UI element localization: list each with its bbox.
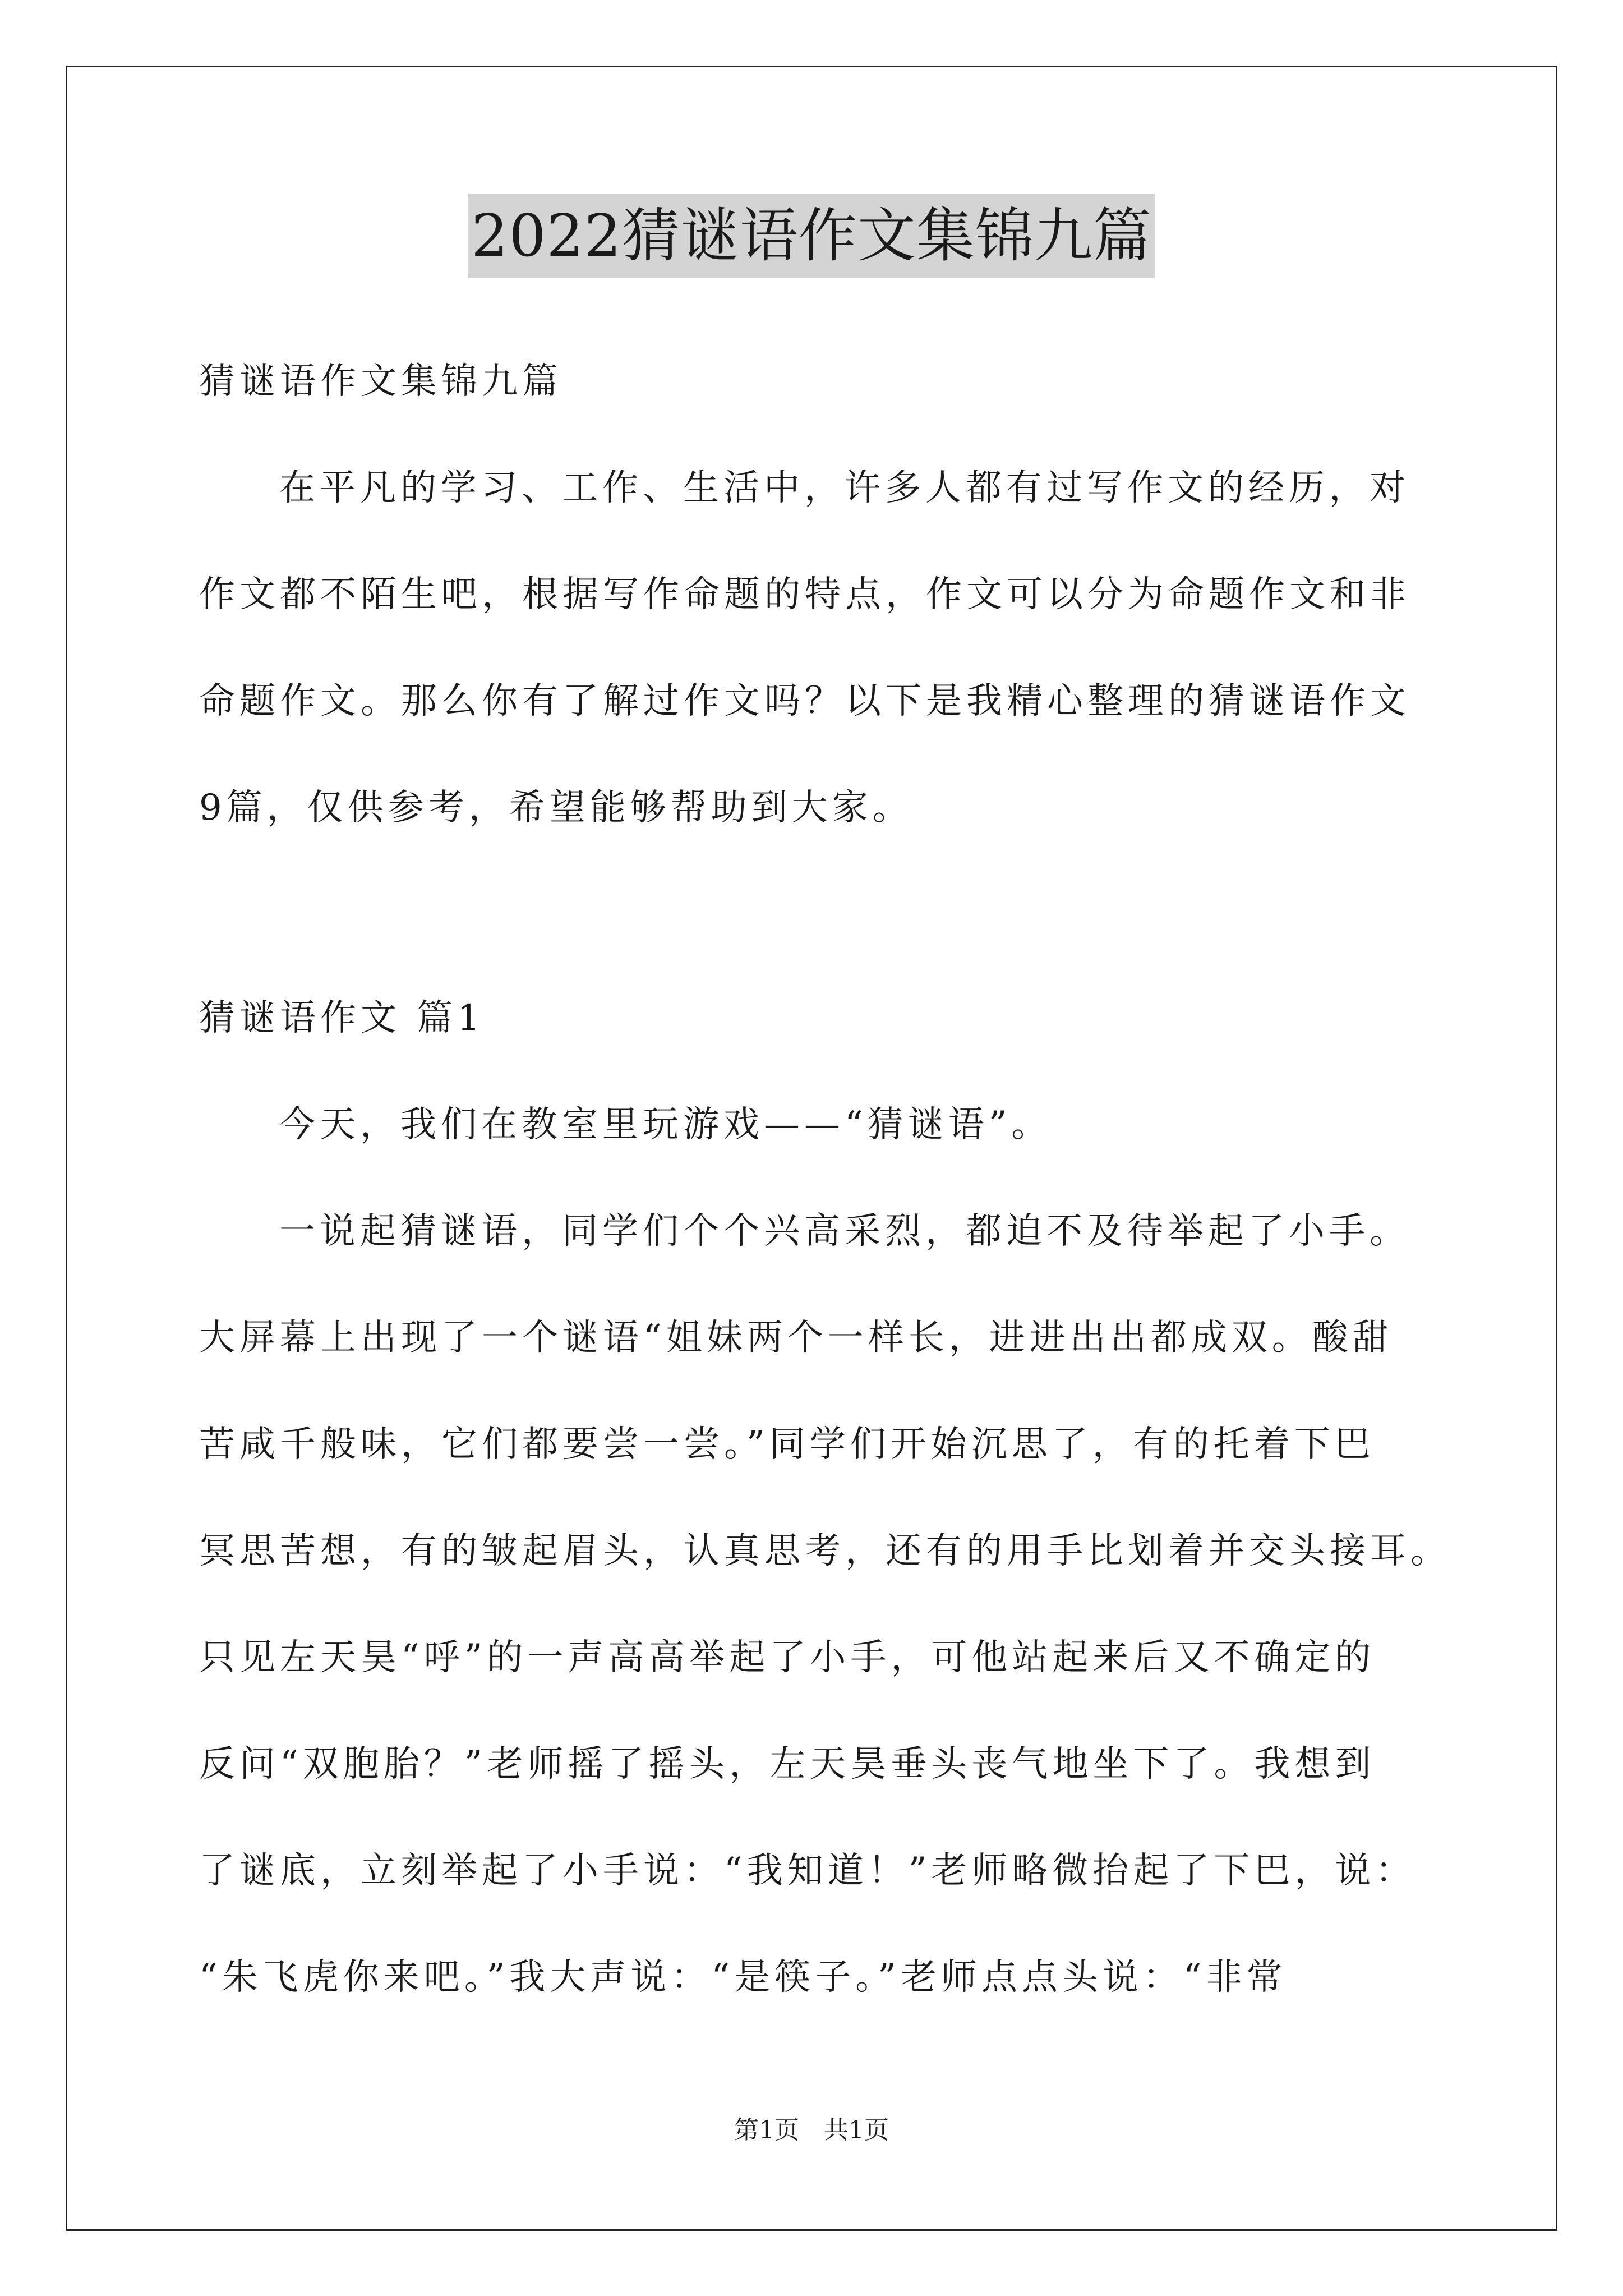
intro-line: 9篇，仅供参考，希望能够帮助到大家。 (199, 787, 913, 829)
body-line: “朱飞虎你来吧。”我大声说：“是筷子。”老师点点头说：“非常 (199, 1957, 1287, 1998)
body-line: 苦咸千般味，它们都要尝一尝。”同学们开始沉思了，有的托着下巴 (199, 1424, 1375, 1465)
body-line: 只见左天昊“呼”的一声高高举起了小手，可他站起来后又不确定的 (199, 1637, 1376, 1678)
section-heading: 猜谜语作文 篇1 (199, 997, 485, 1039)
body-line: 一说起猜谜语，同学们个个兴高采烈，都迫不及待举起了小手。 (279, 1211, 1410, 1252)
page-footer: 第1页 共1页 (734, 2116, 889, 2145)
intro-line: 在平凡的学习、工作、生活中，许多人都有过写作文的经历，对 (279, 467, 1410, 509)
body-line: 今天，我们在教室里玩游戏——“猜谜语”。 (279, 1104, 1052, 1145)
intro-line: 作文都不陌生吧，根据写作命题的特点，作文可以分为命题作文和非 (199, 574, 1410, 615)
body-line: 冥思苦想，有的皱起眉头，认真思考，还有的用手比划着并交头接耳。 (199, 1530, 1451, 1572)
document-title: 2022猜谜语作文集锦九篇 (468, 194, 1155, 278)
body-line: 反问“双胞胎？”老师摇了摇头，左天昊垂头丧气地坐下了。我想到 (199, 1743, 1376, 1785)
title-container (0, 194, 1623, 278)
body-line: 大屏幕上出现了一个谜语“姐妹两个一样长，进进出出都成双。酸甜 (199, 1317, 1393, 1359)
intro-line: 命题作文。那么你有了解过作文吗？以下是我精心整理的猜谜语作文 (199, 680, 1410, 722)
body-line: 了谜底，立刻举起了小手说：“我知道！”老师略微抬起了下巴，说： (199, 1850, 1416, 1892)
document-subtitle: 猜谜语作文集锦九篇 (199, 361, 562, 402)
